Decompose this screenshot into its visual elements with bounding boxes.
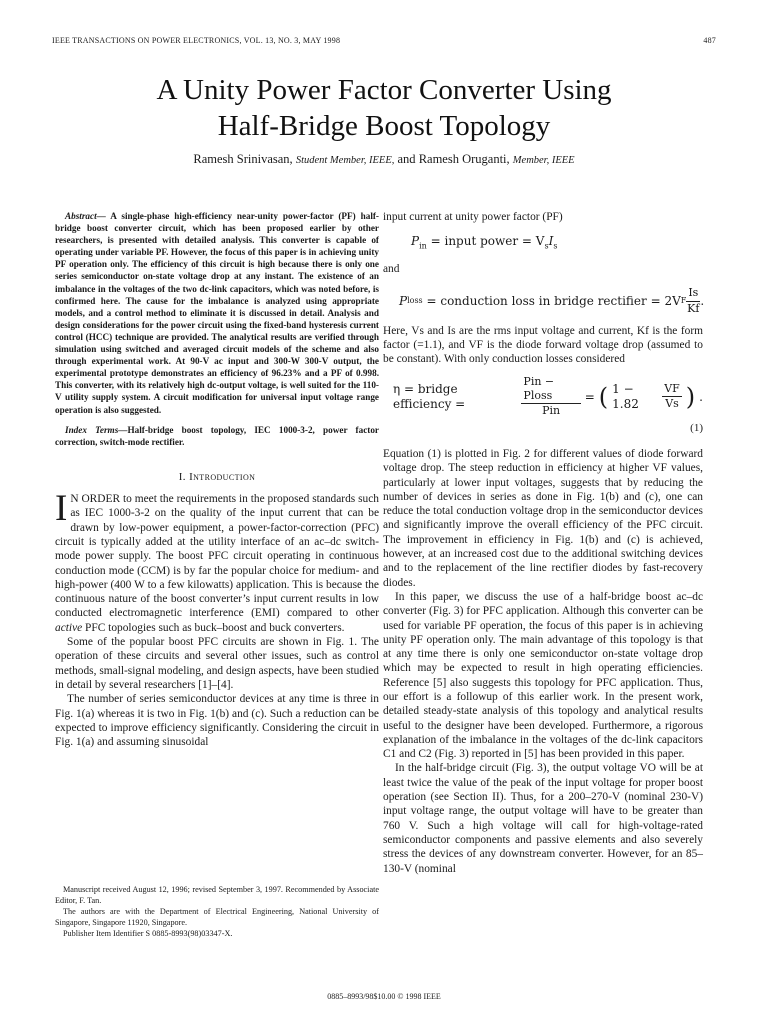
index-terms-label: Index Terms— bbox=[65, 424, 128, 435]
right-intro-line: input current at unity power factor (PF) bbox=[383, 211, 563, 223]
section-number: I. bbox=[178, 470, 186, 483]
and-word: and bbox=[383, 262, 400, 275]
copyright-line: 0885–8993/98$10.00 © 1998 IEEE bbox=[327, 992, 441, 1001]
eq-loss-subscript: loss bbox=[407, 295, 423, 305]
eq-eff-numerator: Pin − Ploss bbox=[521, 375, 580, 405]
intro-paragraph-3: The number of series semiconductor devices at any time is three in Fig. 1(a) whereas it is two in Fig. 1(b) and (c). Such a reduction can be expected to improve efficiency significantly. Considering the circuit in Fig. 1(a) and assuming sinusoidal bbox=[55, 693, 379, 749]
eq-pin-symbol: P bbox=[411, 234, 420, 249]
left-column bbox=[55, 210, 379, 749]
author-2: Ramesh Oruganti, bbox=[418, 152, 510, 166]
index-terms bbox=[55, 424, 379, 448]
abstract-label: Abstract— bbox=[65, 211, 106, 221]
eq-pin-is: I bbox=[548, 234, 554, 249]
title-line-2: Half-Bridge Boost Topology bbox=[217, 110, 551, 142]
intro-p1-italic: active bbox=[55, 621, 83, 634]
footnote bbox=[55, 884, 379, 939]
abstract bbox=[55, 210, 379, 416]
footnote-identifier: Publisher Item Identifier S 0885-8993(98)03347-X. bbox=[63, 929, 233, 938]
eq-close-paren: ) bbox=[685, 382, 696, 411]
eq-pin-subscript: in bbox=[419, 241, 427, 251]
equation-efficiency: η = bridge efficiency = $\frac{\text{Pin − Ploss}}{\text{Pin}}$ = ( 1 − 1.82 $\frac{VF}{Vs}$ ) . bbox=[393, 374, 703, 418]
abstract-text: A single-phase high-efficiency near-unity power-factor (PF) half-bridge boost converter circuit, which has been proposed earlier by other researchers, is presented with detailed analysis. This converter is capable of operating under variable PF. However, the focus of this paper is in achieving unity PF operation only. The efficiency of this circuit is high because there is only one series semiconductor on-state voltage drop at any instant. The existence of an imbalance in the voltages of the two dc-link capacitors, which was noted before, is confirmed here. The cause for the imbalance is analyzed using appropriate models, and a control method to eliminate it is discussed in detail. Analysis and design considerations for the power circuit using the fixed-band hysteresis current control (HCC) technique are provided. The analytical results are verified through simulation using switched and averaged circuit models of the scheme and also through experimental work. At 90-V ac input and 300-W 300-V output, the experimental prototype demonstrates an efficiency of 96.23% and a PF of 0.998. This converter, with its relatively high dc-output voltage, is well suited for the 110-V utility supply system. A circuit modification for universal input voltage range operation is also suggested. bbox=[55, 211, 379, 415]
eq-eff-lhs: η = bridge efficiency = bbox=[393, 382, 466, 411]
eq-eff-numerator-2: VF bbox=[662, 382, 682, 397]
author-line bbox=[0, 152, 768, 167]
eq-eff-equals: = bbox=[584, 389, 595, 404]
eq-eff-fraction-1 bbox=[521, 375, 580, 419]
index-terms-text: Half-bridge boost topology, IEC 1000-3-2, power factor correction, switch-mode rectifier. bbox=[55, 424, 380, 447]
title-line-1: A Unity Power Factor Converter Using bbox=[156, 74, 612, 106]
author-1: Ramesh Srinivasan, bbox=[193, 152, 293, 166]
section-heading bbox=[55, 470, 379, 484]
eq-eff-denominator: Pin bbox=[542, 404, 561, 418]
eq-eff-inner: 1 − 1.82 bbox=[612, 382, 639, 411]
right-paragraph-2: In this paper, we discuss the use of a half-bridge boost ac–dc converter (Fig. 3) for PFC application. Although this converter can be used for variable PF operation, the focus of this paper is in achieving unity PF operation only. The main advantage of this topology is that at any time there is only one semiconductor on-state voltage drop which may be expected to result in high operating efficiencies. Reference [5] also suggests this topology for PFC application. Thus, our effort is a followup of this earlier work. In the present work, detailed steady-state analysis of this topology and analytical results useful to the designer have been developed. Furthermore, a rigorous explanation of the imbalance in the voltages of the dc-link capacitors C1 and C2 (Fig. 3) reported in [5] has been provided in this paper. bbox=[383, 590, 703, 761]
intro-paragraph-2: Some of the popular boost PFC circuits are shown in Fig. 1. The operation of these circuits and several other issues, such as control methods, small-signal modeling, and design aspects, have been studied in detail by several researchers [1]–[4]. bbox=[55, 636, 379, 691]
footnote-affiliation: The authors are with the Department of Electrical Engineering, National University of Singapore, Singapore 11920, Singapore. bbox=[55, 907, 379, 927]
author-1-role: Student Member, IEEE, bbox=[295, 155, 395, 166]
equation-number: (1) bbox=[690, 421, 703, 434]
equation-loss: P loss = conduction loss in bridge rectifier = 2V F $\frac{Is}{Kf}$ . bbox=[399, 286, 705, 315]
eq-pin-is-sub: s bbox=[553, 241, 558, 251]
eq-pin-vs-sub: s bbox=[544, 241, 549, 251]
intro-p1-end: PFC topologies such as buck–boost and buck converters. bbox=[82, 621, 345, 634]
right-column bbox=[383, 210, 703, 876]
journal-name: IEEE TRANSACTIONS ON POWER ELECTRONICS, VOL. 13, NO. 3, MAY 1998 bbox=[52, 36, 341, 45]
right-paragraph-3: In the half-bridge circuit (Fig. 3), the output voltage VO will be at least twice the value of the peak of the input voltage for proper boost operation (see Section II). Thus, for a 200–270-V (nominal 230-V) input voltage range, the output voltage will have to be greater than 760 V. Such a high voltage will call for high-voltage-rated semiconductor components and passive elements and also severely stress the devices of any downstream converter. However, for an 85–130-V (nominal bbox=[383, 762, 703, 875]
author-2-role: Member, IEEE bbox=[512, 155, 575, 166]
page-number: 487 bbox=[703, 36, 716, 45]
right-paragraph-1: Equation (1) is plotted in Fig. 2 for different values of diode forward voltage drop. The steep reduction in efficiency at higher VF values, particularly at lower input voltages, suggests that by reducing the number of devices in series as done in Fig. 1(b) and (c), one can reduce the total conduction voltage drop in the semiconductor devices and significantly improve the overall efficiency of the PFC circuit. The improvement in efficiency in Fig. 1(b) and (c) is achieved, however, at an increased cost due to the additional switching devices and to the replacement of the line rectifier diodes by fast-recovery diodes. bbox=[383, 447, 703, 589]
eq-loss-symbol: P bbox=[399, 293, 408, 308]
eq-loss-vf-sub: F bbox=[680, 295, 687, 305]
intro-paragraph-1 bbox=[55, 488, 379, 635]
eq-loss-fraction bbox=[686, 286, 700, 316]
footnote-received: Manuscript received August 12, 1996; revised September 3, 1997. Recommended by Associate Editor, F. Tan. bbox=[55, 885, 379, 905]
section-title: Introduction bbox=[189, 470, 256, 483]
eq-open-paren: ( bbox=[598, 382, 609, 411]
right-paragraph-definitions: Here, Vs and Is are the rms input voltage and current, Kf is the form factor (=1.1), and VF is the diode forward voltage drop (assumed to be constant). With only conduction losses considered bbox=[383, 324, 703, 366]
eq-pin-rhs: = input power = V bbox=[426, 234, 545, 249]
paper-title bbox=[0, 72, 768, 144]
eq-eff-denominator-2: Vs bbox=[665, 397, 679, 411]
author-and: and bbox=[397, 152, 416, 166]
eq-eff-fraction-2 bbox=[662, 382, 682, 412]
eq-loss-denominator: Kf bbox=[687, 301, 700, 315]
intro-p1-text: to meet the requirements in the proposed standards such as IEC 1000-3-2 on the quality of the input current that can be drawn by low-power equipment, a power-factor-correction (PFC) circuit is typically added at the utility interface of an ac–dc switch-mode power supply. The boost PFC circuit operating in continuous conduction mode (CCM) is by far the popular choice for medium- and high-power (400 W to a few kilowatts) application. This is because the continuous nature of the boost converter’s input current results in low conducted electromagnetic interference (EMI) compared to other bbox=[55, 493, 379, 620]
eq-loss-mid: = conduction loss in bridge rectifier = 2V bbox=[422, 293, 681, 308]
eq-loss-numerator: Is bbox=[686, 286, 700, 301]
running-head bbox=[52, 36, 716, 45]
intro-first-words: N ORDER bbox=[70, 493, 121, 506]
equation-input-power bbox=[411, 234, 703, 254]
drop-cap: I bbox=[55, 488, 68, 530]
